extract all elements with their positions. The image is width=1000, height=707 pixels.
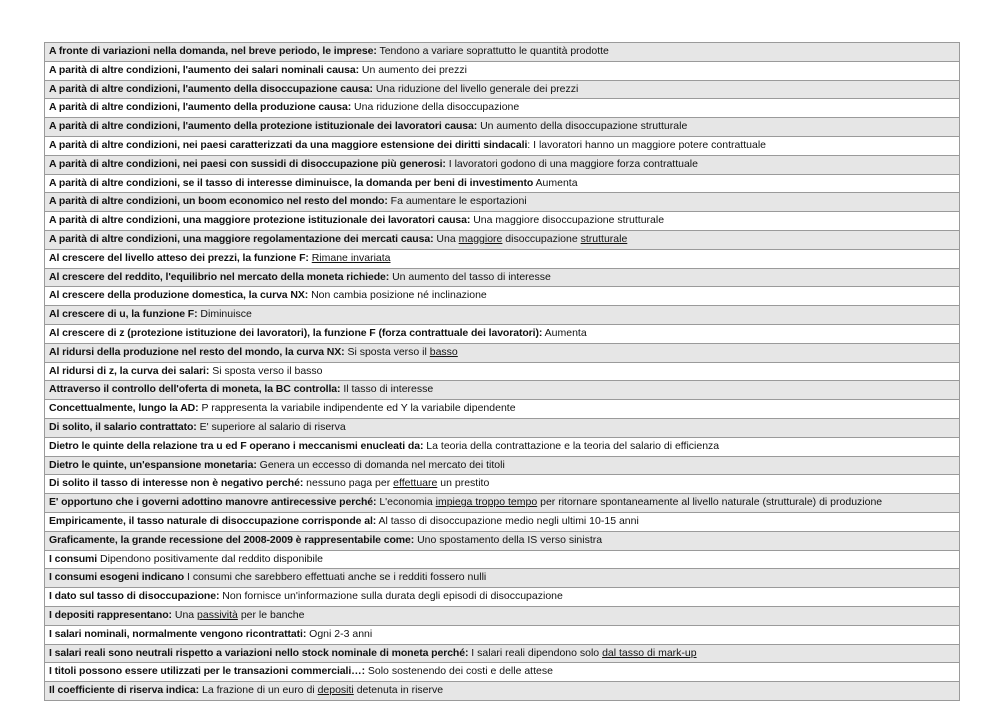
answer-text: Solo sostenendo dei costi e delle attese [364, 665, 553, 678]
table-row [45, 569, 960, 588]
answer-text: Una maggiore disoccupazione strutturale [470, 214, 665, 227]
answer-text: Al tasso di disoccupazione medio negli ultimi 10-15 anni [376, 514, 639, 527]
table-cell [45, 136, 960, 155]
question-text: Al ridursi della produzione nel resto del mondo, la curva NX: [49, 345, 345, 358]
answer-text: Uno spostamento della IS verso sinistra [414, 533, 603, 546]
question-text: Il coefficiente di riserva indica: [49, 684, 200, 697]
table-cell [45, 287, 960, 306]
answer-text: Una riduzione della disoccupazione [351, 101, 520, 114]
table-row [45, 136, 960, 155]
table-cell [45, 606, 960, 625]
table-row [45, 606, 960, 625]
question-text: I depositi rappresentano: [49, 608, 172, 621]
table-row [45, 155, 960, 174]
answer-text: Un aumento dei prezzi [359, 63, 467, 76]
table-row [45, 174, 960, 193]
table-cell [45, 230, 960, 249]
question-text: A parità di altre condizioni, una maggiore regolamentazione dei mercati causa: [49, 232, 434, 245]
question-text: I salari reali sono neutrali rispetto a variazioni nello stock nominale di moneta perché: [49, 646, 469, 659]
answer-text: Si sposta verso il basso [209, 364, 323, 377]
answer-text: I salari reali dipendono solo [468, 646, 603, 659]
question-text: Al crescere della produzione domestica, la curva NX: [49, 289, 309, 302]
answer-text: un prestito [437, 477, 490, 490]
table-cell [45, 193, 960, 212]
answer-underlined-text: effettuare [393, 477, 438, 490]
table-row [45, 287, 960, 306]
table-cell [45, 306, 960, 325]
answer-text: Una [433, 232, 459, 245]
table-cell [45, 99, 960, 118]
table-cell [45, 400, 960, 419]
table-cell [45, 118, 960, 137]
question-text: A parità di altre condizioni, se il tasso di interesse diminuisce, la domanda per beni di investimento [49, 176, 534, 189]
answer-underlined-text: strutturale [580, 232, 628, 245]
answer-text: Si sposta verso il [344, 345, 430, 358]
answer-text: Il tasso di interesse [340, 383, 434, 396]
table-row [45, 343, 960, 362]
qa-table [44, 42, 960, 701]
table-cell [45, 249, 960, 268]
table-row [45, 193, 960, 212]
answer-text: Diminuisce [197, 308, 252, 321]
answer-text: per le banche [237, 608, 305, 621]
table-row [45, 43, 960, 62]
answer-text: L'economia [376, 496, 436, 509]
table-cell [45, 625, 960, 644]
table-cell [45, 512, 960, 531]
table-cell [45, 362, 960, 381]
table-row [45, 663, 960, 682]
answer-text: Non cambia posizione né inclinazione [308, 289, 487, 302]
table-cell [45, 569, 960, 588]
question-text: A parità di altre condizioni, l'aumento della produzione causa: [49, 101, 352, 114]
table-cell [45, 381, 960, 400]
table-row [45, 230, 960, 249]
table-cell [45, 550, 960, 569]
table-cell [45, 155, 960, 174]
answer-text: La teoria della contrattazione e la teoria del salario di efficienza [423, 439, 720, 452]
table-cell [45, 644, 960, 663]
table-row [45, 400, 960, 419]
question-text: A parità di altre condizioni, un boom economico nel resto del mondo: [49, 195, 388, 208]
question-text: Dietro le quinte della relazione tra u ed F operano i meccanismi enucleati da: [49, 439, 424, 452]
answer-underlined-text: maggiore [458, 232, 503, 245]
table-cell [45, 174, 960, 193]
table-row [45, 61, 960, 80]
answer-text: Un aumento del tasso di interesse [389, 270, 551, 283]
table-row [45, 625, 960, 644]
table-cell [45, 418, 960, 437]
answer-text: I lavoratori godono di una maggiore forza contrattuale [445, 157, 698, 170]
question-text: Attraverso il controllo dell'oferta di moneta, la BC controlla: [49, 383, 341, 396]
table-cell [45, 475, 960, 494]
answer-text: nessuno paga per [303, 477, 394, 490]
table-row [45, 644, 960, 663]
question-text: I dato sul tasso di disoccupazione: [49, 590, 220, 603]
table-cell [45, 212, 960, 231]
answer-underlined-text: passività [197, 608, 238, 621]
table-cell [45, 494, 960, 513]
question-text: Al crescere di u, la funzione F: [49, 308, 198, 321]
answer-text: Dipendono positivamente dal reddito disponibile [97, 552, 324, 565]
question-text: Al crescere del reddito, l'equilibrio nel mercato della moneta richiede: [49, 270, 390, 283]
qa-table-body [45, 43, 960, 701]
answer-text: Un aumento della disoccupazione strutturale [477, 120, 688, 133]
table-cell [45, 682, 960, 701]
answer-text: I consumi che sarebbero effettuati anche se i redditi fossero nulli [184, 571, 487, 584]
question-text: A fronte di variazioni nella domanda, nel breve periodo, le imprese: [49, 45, 377, 57]
table-row [45, 324, 960, 343]
question-text: E' opportuno che i governi adottino manovre antirecessive perché: [49, 496, 377, 509]
table-row [45, 118, 960, 137]
table-cell [45, 324, 960, 343]
table-row [45, 494, 960, 513]
answer-underlined-text: impiega troppo tempo [435, 496, 538, 509]
question-text: I consumi esogeni indicano [49, 571, 185, 584]
table-row [45, 80, 960, 99]
answer-text: detenuta in riserve [353, 684, 444, 697]
table-row [45, 531, 960, 550]
question-text: Di solito, il salario contrattato: [49, 420, 197, 433]
question-text: A parità di altre condizioni, una maggiore protezione istituzionale dei lavoratori causa: [49, 214, 471, 227]
question-text: Al crescere di z (protezione istituzione dei lavoratori), la funzione F (forza contrattuale dei lavoratori): [49, 326, 543, 339]
table-row [45, 99, 960, 118]
table-cell [45, 531, 960, 550]
answer-underlined-text: basso [429, 345, 458, 358]
answer-text: P rappresenta la variabile indipendente ed Y la variabile dipendente [198, 402, 516, 415]
question-text: I titoli possono essere utilizzati per le transazioni commerciali…: [49, 665, 365, 678]
question-text: A parità di altre condizioni, l'aumento della protezione istituzionale dei lavoratori causa: [49, 120, 478, 133]
answer-text: Ogni 2-3 anni [306, 627, 373, 640]
answer-text: disoccupazione [502, 232, 581, 245]
question-text: A parità di altre condizioni, nei paesi con sussidi di disoccupazione più generosi: [49, 157, 446, 170]
answer-text: : I lavoratori hanno un maggiore potere contrattuale [527, 138, 767, 151]
table-cell [45, 343, 960, 362]
question-text: I salari nominali, normalmente vengono ricontrattati: [49, 627, 307, 640]
question-text: Al ridursi di z, la curva dei salari: [49, 364, 210, 377]
table-row [45, 682, 960, 701]
question-text: Al crescere del livello atteso dei prezzi, la funzione F: [49, 251, 309, 264]
table-row [45, 588, 960, 607]
table-cell [45, 588, 960, 607]
question-text: Graficamente, la grande recessione del 2008-2009 è rappresentabile come: [49, 533, 415, 546]
answer-text: Una [171, 608, 198, 621]
answer-text: La frazione di un euro di [199, 684, 318, 697]
answer-underlined-text: depositi [317, 684, 354, 697]
answer-text: E' superiore al salario di riserva [196, 420, 346, 433]
table-cell [45, 80, 960, 99]
answer-text: Non fornisce un'informazione sulla durata degli episodi di disoccupazione [219, 590, 563, 603]
table-cell [45, 663, 960, 682]
table-row [45, 249, 960, 268]
table-row [45, 381, 960, 400]
table-row [45, 475, 960, 494]
table-row [45, 437, 960, 456]
answer-text: Aumenta [533, 176, 578, 189]
answer-underlined-text: Rimane invariata [311, 251, 391, 264]
answer-underlined-text: dal tasso di mark-up [602, 646, 697, 659]
question-text: A parità di altre condizioni, l'aumento della disoccupazione causa: [49, 82, 373, 95]
table-cell [45, 456, 960, 475]
answer-text: Una riduzione del livello generale dei prezzi [372, 82, 579, 95]
question-text: I consumi [49, 552, 98, 565]
question-text: Empiricamente, il tasso naturale di disoccupazione corrisponde al: [49, 514, 377, 527]
answer-text: Fa aumentare le esportazioni [387, 195, 527, 208]
answer-text: Aumenta [542, 326, 587, 339]
question-text: Dietro le quinte, un'espansione monetaria: [49, 458, 257, 471]
table-cell [45, 437, 960, 456]
table-row [45, 212, 960, 231]
table-row [45, 268, 960, 287]
table-cell [45, 268, 960, 287]
question-text: A parità di altre condizioni, l'aumento dei salari nominali causa: [49, 63, 359, 76]
table-cell [45, 43, 960, 62]
table-row [45, 550, 960, 569]
answer-text: Genera un eccesso di domanda nel mercato dei titoli [256, 458, 505, 471]
question-text: Di solito il tasso di interesse non è negativo perché: [49, 477, 304, 490]
table-row [45, 512, 960, 531]
answer-text: per ritornare spontaneamente al livello naturale (strutturale) di produzione [537, 496, 883, 509]
question-text: Concettualmente, lungo la AD: [49, 402, 199, 415]
table-row [45, 362, 960, 381]
table-cell [45, 61, 960, 80]
question-text: A parità di altre condizioni, nei paesi caratterizzati da una maggiore estensione dei diritti sindacali [49, 138, 528, 151]
table-row [45, 418, 960, 437]
answer-text: Tendono a variare soprattutto le quantità prodotte [376, 45, 609, 57]
table-row [45, 456, 960, 475]
table-row [45, 306, 960, 325]
